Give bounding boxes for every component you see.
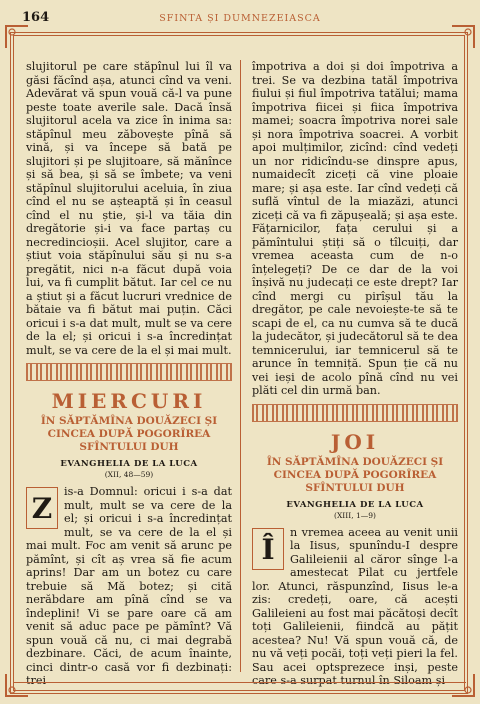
left-column [26, 60, 232, 688]
drop-cap-box [252, 528, 284, 570]
page-header [18, 8, 462, 30]
running-title: SFINTA ȘI DUMNEZEIASCA [159, 13, 321, 24]
gospel-text: n vremea aceea au venit unii la Iisus, spunîndu-I despre Galileienii al căror sînge l-a amestecat Pilat cu jertfele lor. Atunci, răspunzînd, Iisus le-a zis: credeți, oare, că acești Galileieni au fost mai păcătoși decît toți Galileienii, fiindcă au pățit acestea? Nu! Vă spun vouă că, de nu vă veți pocăi, toți veți pieri la fel. Sau acei optsprezece inși, peste care s-a surpat turnul în Siloam și [252, 525, 458, 687]
bottom-rule [14, 682, 466, 689]
gospel-text: împotriva a doi și doi împotriva a trei. Se va dezbina tatăl împotriva fiului și fiul împotriva tatălui; mama împotriva fiicei și fiica împotriva mamei; soacra împotriva norei sale și nora împotriva soacrei. A vorbit apoi mulțimilor, zicînd: cînd vedeți un nor ridicîndu-se dinspre apus, numaidecît ziceți că vine ploaie mare; și așa este. Iar cînd vedeți că suflă vîntul de la miazăzi, atunci ziceți că va fi zăpușeală; și așa este. Fățarnicilor, fața cerului și a pămîntului știți să o tîlcuiți, dar vremea aceasta cum de n-o înțelegeți? De ce dar de la voi înșivă nu judecați ce este drept? Iar cînd mergi cu pirîșul tău la dregător, pe cale nevoiește-te să te scapi de el, ca nu cumva să te ducă la judecător, și judecătorul să te dea temnicerului, iar temnicerul să te arunce în temniță. Spun ție că nu vei ieși de acolo pînă cînd nu vei plăti cel din urmă ban. [252, 60, 458, 397]
drop-cap-box [26, 487, 58, 529]
page-number: 164 [22, 10, 50, 25]
ornamental-band [26, 363, 232, 381]
day-subtitle: ÎN SĂPTĂMÎNA DOUĂZECI ȘI CINCEA DUPĂ POGORÎREA SFÎNTULUI DUH [40, 415, 218, 453]
drop-cap: Î [261, 532, 275, 566]
right-column [252, 60, 458, 688]
gospel-heading: EVANGHELIA DE LA LUCA [60, 459, 198, 469]
day-title: MIERCURI [51, 389, 207, 413]
gospel-text: slujitorul pe care stăpînul lui îl va găsi făcînd așa, atunci cînd va veni. Adevărat vă spun vouă că-l va pune peste toate averile sale. Dacă însă slujitorul acela va zice în inima sa: stăpînul meu zăbovește pînă să vină, și va începe să bată pe slujitori și pe slujitoare, să mănînce și să bea, și să se îmbete; va veni stăpînul slujitorului aceluia, în ziua cînd el nu se așteaptă și în ceasul cînd el nu știe, și-l va tăia din dregătorie și-i va face partaș cu necredincioșii. Acel slujitor, care a știut voia stăpînului său și nu s-a pregătit, nici n-a făcut după voia lui, va fi cumplit bătut. Iar cel ce nu a știut și a făcut lucruri vrednice de bătaie va fi bătut mai puțin. Căci oricui i s-a dat mult, mult se va cere de la el; și oricui i s-a încredințat mult, se va cere de la el și mai mult. [26, 60, 232, 357]
gospel-reference: (XII, 48—59) [104, 470, 154, 479]
gospel-heading: EVANGHELIA DE LA LUCA [286, 499, 424, 510]
ornamental-band [252, 404, 458, 422]
gospel-reference: (XIII, 1—9) [334, 510, 376, 520]
day-subtitle: ÎN SĂPTĂMÎNA DOUĂZECI ȘI CINCEA DUPĂ POGORÎREA SFÎNTULUI DUH [266, 455, 444, 494]
day-title: JOI [330, 429, 380, 454]
gospel-text: is-a Domnul: oricui i s-a dat mult, mult se va cere de la el; și oricui i s-a încredințat mult, se va cere de la el și mai mult. Foc am venit să arunc pe pămînt, și cît aș vrea să fie acum aprins! Dar am un botez cu care trebuie să Mă botez; și cită nerăbdare am pînă cînd se va îndeplini! Vi se pare oare că am venit să aduc pace pe pămînt? Vă spun vouă că nu, ci mai degrabă dezbinare. Căci, de acum înainte, cinci dintr-o casă vor fi dezbinați: trei [26, 485, 232, 687]
column-divider [240, 60, 241, 672]
drop-cap: Z [31, 492, 53, 525]
